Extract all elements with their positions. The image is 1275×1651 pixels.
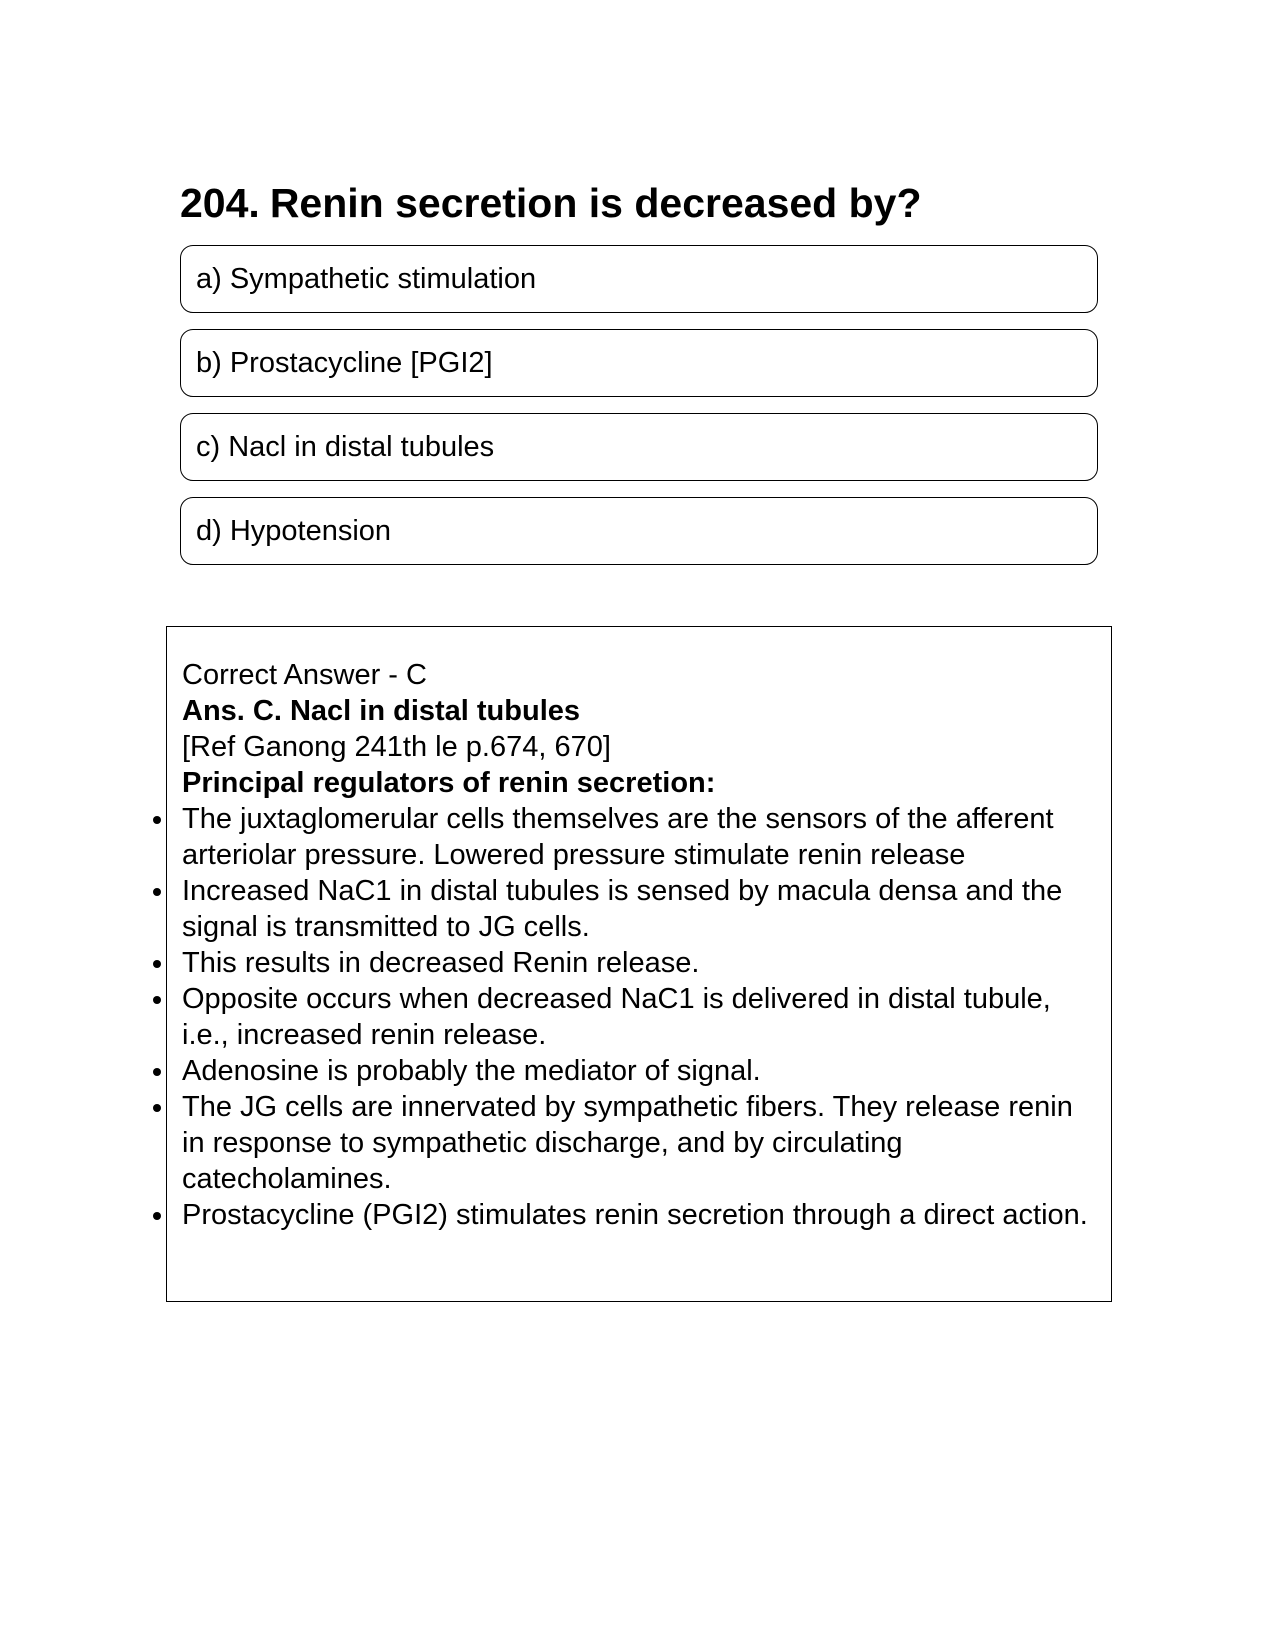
option-b[interactable]: b) Prostacycline [PGI2] [180,329,1098,397]
option-c[interactable]: c) Nacl in distal tubules [180,413,1098,481]
list-item: This results in decreased Renin release. [182,945,1095,981]
list-item: The juxtaglomerular cells themselves are the sensors of the afferent arteriolar pressure. Lowered pressure stimulate renin release [182,801,1095,873]
list-item: Prostacycline (PGI2) stimulates renin secretion through a direct action. [182,1197,1095,1233]
correct-answer-line: Correct Answer - C [182,659,427,691]
list-item: The JG cells are innervated by sympathetic fibers. They release renin in response to sympathetic discharge, and by circulating catecholamines. [182,1089,1095,1197]
list-item: Adenosine is probably the mediator of signal. [182,1053,1095,1089]
answer-line: Ans. C. Nacl in distal tubules [182,695,581,727]
regulators-list [182,801,1095,1233]
question-text: Renin secretion is decreased by? [269,180,922,226]
answer-explanation-box [166,626,1112,1302]
question-title [180,178,1080,228]
question-number: 204. [180,180,260,226]
option-d[interactable]: d) Hypotension [180,497,1098,565]
list-item: Opposite occurs when decreased NaC1 is delivered in distal tubule, i.e., increased renin release. [182,981,1095,1053]
option-a[interactable]: a) Sympathetic stimulation [180,245,1098,313]
options-list [180,245,1098,581]
reference-line: [Ref Ganong 241th le p.674, 670] [182,731,611,763]
list-item: Increased NaC1 in distal tubules is sensed by macula densa and the signal is transmitted to JG cells. [182,873,1095,945]
regulators-heading: Principal regulators of renin secretion: [182,767,716,799]
